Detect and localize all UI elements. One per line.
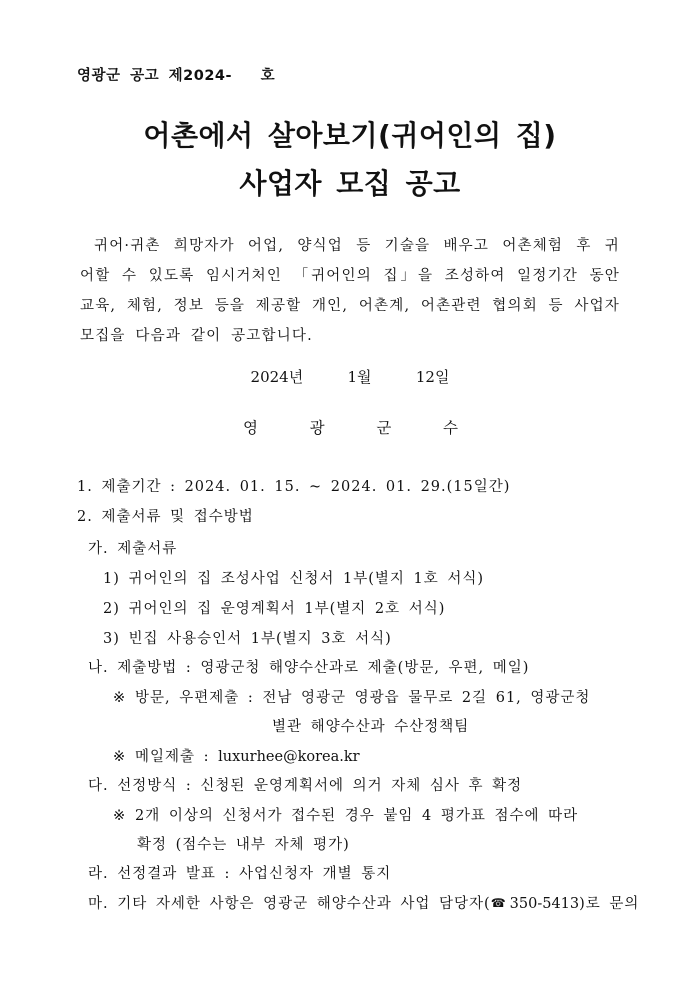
signer-char: 군	[376, 419, 392, 437]
intro-line: 교육, 체험, 정보 등을 제공할 개인, 어촌계, 어촌관련 협의회 등 사업자	[80, 298, 620, 314]
page-title-line1: 어촌에서 살아보기(귀어인의 집)	[143, 119, 557, 152]
intro-line: 모집을 다음과 같이 공고합니다.	[80, 328, 313, 344]
notice-number: 영광군 공고 제2024- 호	[77, 68, 276, 84]
subsection-inquiry	[88, 892, 639, 913]
selection-note	[113, 804, 578, 825]
reference-mark-icon: ※	[113, 808, 127, 824]
signer-char: 광	[309, 419, 325, 437]
section-documents-method: 2. 제출서류 및 접수방법	[77, 509, 254, 525]
reference-mark-icon: ※	[113, 690, 127, 706]
inquiry-prefix: 마. 기타 자세한 사항은 영광군 해양수산과 사업 담당자(	[88, 896, 491, 912]
signer-char: 수	[443, 419, 458, 437]
email-note	[113, 745, 360, 766]
notice-date: 2024년 1월 12일	[250, 368, 450, 386]
email-address[interactable]: luxurhee@korea.kr	[218, 749, 360, 765]
signer-char: 영	[243, 419, 258, 437]
subsection-selection-method: 다. 선정방식 : 신청된 운영계획서에 의거 자체 심사 후 확정	[88, 778, 523, 794]
subsection-documents: 가. 제출서류	[88, 541, 178, 557]
document-item: 1) 귀어인의 집 조성사업 신청서 1부(별지 1호 서식)	[103, 571, 485, 587]
reference-mark-icon: ※	[113, 749, 127, 765]
signer	[243, 416, 458, 438]
intro-line: 어할 수 있도록 임시거처인 「귀어인의 집」을 조성하여 일정기간 동안	[80, 268, 620, 284]
selection-note-line2: 확정 (점수는 내부 자체 평가)	[137, 837, 350, 853]
email-label: 메일제출 :	[135, 749, 219, 765]
intro-paragraph	[80, 231, 620, 351]
subsection-submission-method: 나. 제출방법 : 영광군청 해양수산과로 제출(방문, 우편, 메일)	[88, 660, 530, 676]
phone-icon: ☎	[490, 896, 507, 910]
visit-address-line1: 방문, 우편제출 : 전남 영광군 영광읍 물무로 2길 61, 영광군청	[135, 690, 591, 706]
phone-number: 350-5413	[509, 896, 580, 912]
inquiry-suffix: )로 문의	[579, 896, 640, 912]
section-submission-period: 1. 제출기간 : 2024. 01. 15. ~ 2024. 01. 29.(15일간)	[77, 479, 511, 495]
visit-mail-note	[113, 686, 590, 707]
document-item: 3) 빈집 사용승인서 1부(별지 3호 서식)	[103, 631, 392, 647]
selection-note-line1: 2개 이상의 신청서가 접수된 경우 붙임 4 평가표 점수에 따라	[135, 808, 579, 824]
intro-line: 귀어·귀촌 희망자가 어업, 양식업 등 기술을 배우고 어촌체험 후 귀	[94, 238, 620, 254]
subsection-result-announcement: 라. 선정결과 발표 : 사업신청자 개별 통지	[88, 866, 392, 882]
page-title-line2: 사업자 모집 공고	[239, 167, 461, 200]
visit-address-line2: 별관 해양수산과 수산정책팀	[272, 719, 470, 735]
document-item: 2) 귀어인의 집 운영계획서 1부(별지 2호 서식)	[103, 601, 446, 617]
